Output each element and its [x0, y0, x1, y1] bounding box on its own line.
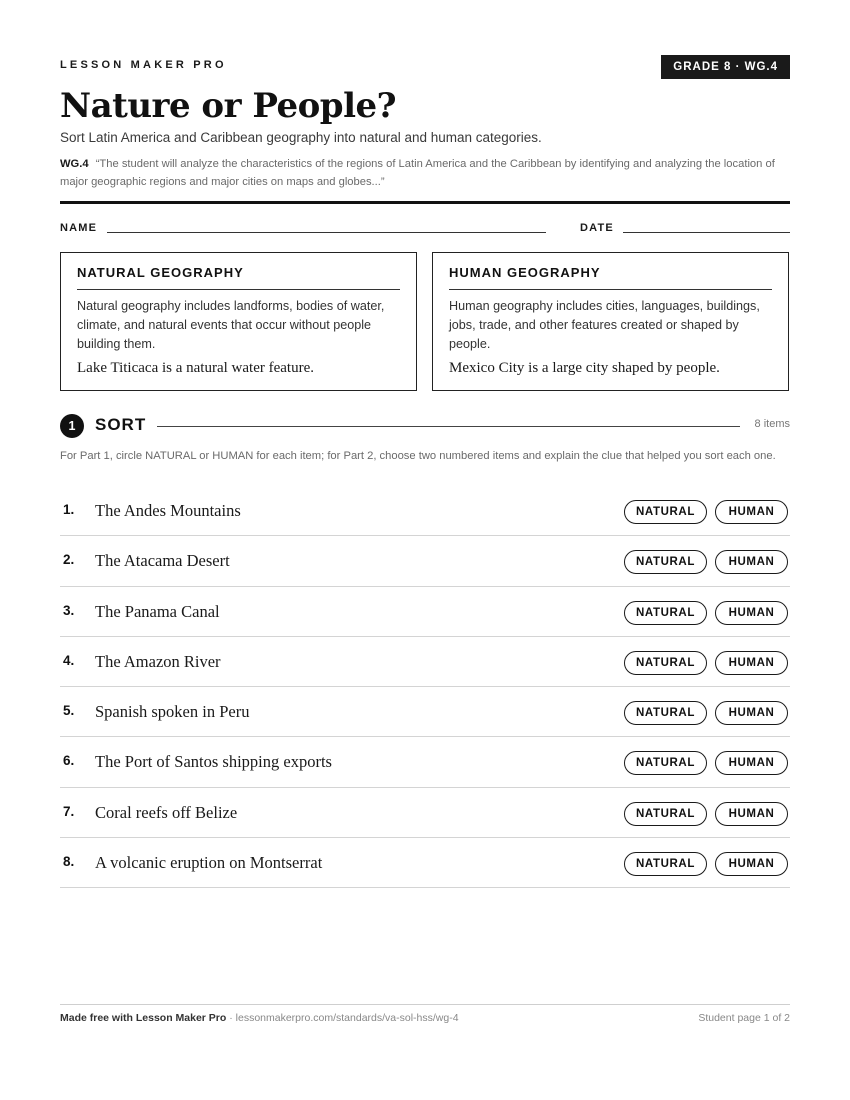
list-item	[60, 536, 790, 586]
human-choice-button[interactable]: HUMAN	[715, 500, 788, 524]
list-item	[60, 687, 790, 737]
item-number: 3.	[63, 602, 75, 618]
item-text: A volcanic eruption on Montserrat	[95, 853, 323, 873]
natural-choice-button[interactable]: NATURAL	[624, 701, 707, 725]
human-choice-button[interactable]: HUMAN	[715, 651, 788, 675]
item-count: 8 items	[754, 418, 790, 430]
standard-text: “The student will analyze the characteristics of the regions of Latin America and the Caribbean by identifying and analyzing the location of major geographic regions and major cities on maps and globes...”	[60, 158, 775, 188]
card-example: Lake Titicaca is a natural water feature.	[77, 360, 314, 376]
human-choice-button[interactable]: HUMAN	[715, 601, 788, 625]
name-field[interactable]	[107, 232, 546, 233]
item-number: 2.	[63, 552, 75, 568]
item-number: 6.	[63, 753, 75, 769]
natural-choice-button[interactable]: NATURAL	[624, 802, 707, 826]
natural-choice-button[interactable]: NATURAL	[624, 601, 707, 625]
list-item	[60, 737, 790, 787]
section-number-badge: 1	[60, 414, 84, 438]
list-item	[60, 838, 790, 888]
human-choice-button[interactable]: HUMAN	[715, 751, 788, 775]
standard-statement	[60, 155, 790, 191]
item-text: The Port of Santos shipping exports	[95, 752, 332, 772]
natural-choice-button[interactable]: NATURAL	[624, 651, 707, 675]
list-item	[60, 587, 790, 637]
card-description: Natural geography includes landforms, bodies of water, climate, and natural events that occur without people building them.	[77, 299, 385, 351]
card-divider	[77, 289, 400, 290]
item-number: 4.	[63, 652, 75, 668]
human-choice-button[interactable]: HUMAN	[715, 550, 788, 574]
human-geography-card	[432, 252, 789, 391]
grade-badge: GRADE 8 · WG.4	[661, 55, 790, 79]
item-text: The Amazon River	[95, 651, 221, 671]
human-choice-button[interactable]: HUMAN	[715, 802, 788, 826]
header-divider	[60, 201, 790, 204]
item-text: Coral reefs off Belize	[95, 802, 238, 822]
sort-section-header	[60, 414, 790, 438]
card-description: Human geography includes cities, languages, buildings, jobs, trade, and other features created or shaped by people.	[449, 299, 760, 351]
natural-choice-button[interactable]: NATURAL	[624, 500, 707, 524]
item-number: 7.	[63, 803, 75, 819]
page-title: Nature or People?	[60, 86, 397, 126]
standard-code: WG.4	[60, 158, 89, 170]
list-item	[60, 788, 790, 838]
section-title: SORT	[95, 415, 147, 434]
item-text: The Atacama Desert	[95, 551, 230, 571]
name-label: NAME	[60, 222, 98, 234]
item-text: The Andes Mountains	[95, 501, 241, 520]
natural-choice-button[interactable]: NATURAL	[624, 550, 707, 574]
card-example: Mexico City is a large city shaped by people.	[449, 360, 720, 376]
footer-credit: Made free with Lesson Maker Pro	[60, 1012, 227, 1024]
date-label: DATE	[580, 222, 614, 234]
natural-choice-button[interactable]: NATURAL	[624, 751, 707, 775]
card-heading: NATURAL GEOGRAPHY	[77, 265, 244, 280]
natural-choice-button[interactable]: NATURAL	[624, 852, 707, 876]
card-divider	[449, 289, 772, 290]
page-footer	[60, 1012, 790, 1024]
header-bar	[60, 55, 790, 79]
section-rule	[157, 426, 740, 427]
human-choice-button[interactable]: HUMAN	[715, 852, 788, 876]
card-heading: HUMAN GEOGRAPHY	[449, 265, 601, 280]
name-date-row	[60, 222, 790, 236]
list-item	[60, 637, 790, 687]
item-text: Spanish spoken in Peru	[95, 702, 250, 722]
date-field[interactable]	[623, 232, 790, 233]
item-number: 1.	[63, 502, 75, 517]
footer-divider	[60, 1004, 790, 1005]
human-choice-button[interactable]: HUMAN	[715, 701, 788, 725]
item-text: The Panama Canal	[95, 601, 220, 621]
section-instructions: For Part 1, circle NATURAL or HUMAN for each item; for Part 2, choose two numbered items and explain the clue that helped you sort each one.	[60, 450, 776, 462]
list-item	[60, 486, 790, 536]
sort-item-list	[60, 486, 790, 888]
page-indicator: Student page 1 of 2	[698, 1012, 790, 1024]
brand-name: LESSON MAKER PRO	[60, 59, 227, 71]
footer-url: · lessonmakerpro.com/standards/va-sol-hss/wg-4	[226, 1012, 459, 1024]
item-number: 8.	[63, 854, 75, 870]
natural-geography-card	[60, 252, 417, 391]
page-subtitle: Sort Latin America and Caribbean geography into natural and human categories.	[60, 130, 542, 145]
item-number: 5.	[63, 703, 75, 719]
